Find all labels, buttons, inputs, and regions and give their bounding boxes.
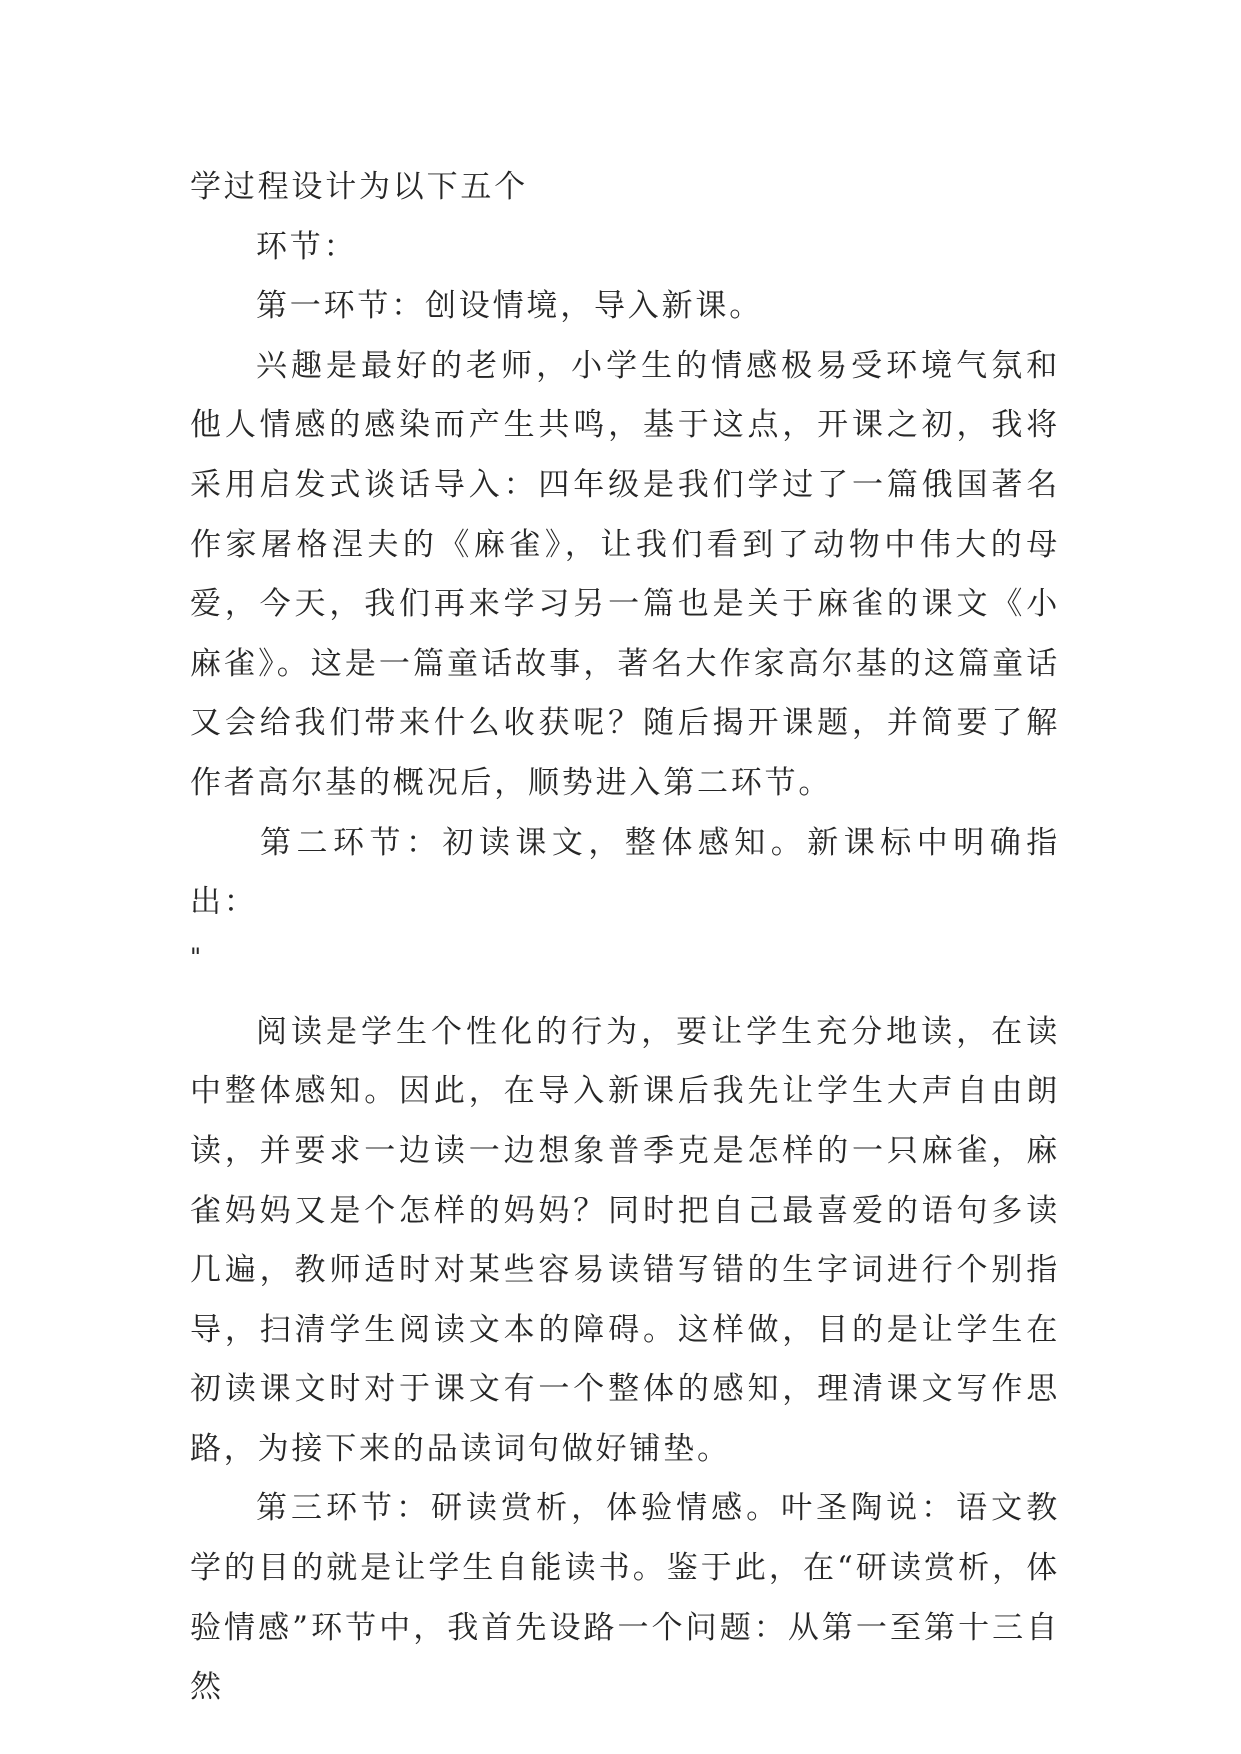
paragraph-step-three: 第三环节：研读赏析，体验情感。叶圣陶说：语文教学的目的就是让学生自能读书。鉴于此，在“研读赏析，体验情感”环节中，我首先设路一个问题：从第一至第十三自然 xyxy=(190,1490,1060,1706)
paragraph-lesson-intro-fragment: 学过程设计为以下五个 xyxy=(190,169,528,205)
stray-quote-mark: " xyxy=(190,942,204,971)
document-body xyxy=(190,158,1060,1718)
paragraph-step-two-title: 第二环节：初读课文，整体感知。新课标中明确指出： xyxy=(190,824,1060,921)
paragraph-step-one-title: 第一环节：创设情境，导入新课。 xyxy=(256,288,763,325)
paragraph-steps-heading: 环节： xyxy=(256,228,358,265)
paragraph-step-one-body: 兴趣是最好的老师，小学生的情感极易受环境气氛和他人情感的感染而产生共鸣，基于这点，开课之初，我将采用启发式谈话导入：四年级是我们学过了一篇俄国著名作家屠格涅夫的《麻雀》，让我们看到了动物中伟大的母爱，今天，我们再来学习另一篇也是关于麻雀的课文《小麻雀》。这是一篇童话故事，著名大作家高尔基的这篇童话又会给我们带来什么收获呢？随后揭开课题，并简要了解作者高尔基的概况后，顺势进入第二环节。 xyxy=(190,347,1060,801)
paragraph-step-two-body: 阅读是学生个性化的行为，要让学生充分地读，在读中整体感知。因此，在导入新课后我先让学生大声自由朗读，并要求一边读一边想象普季克是怎样的一只麻雀，麻雀妈妈又是个怎样的妈妈？同时把自己最喜爱的语句多读几遍，教师适时对某些容易读错写错的生字词进行个别指导，扫清学生阅读文本的障碍。这样做，目的是让学生在初读课文时对于课文有一个整体的感知，理清课文写作思路，为接下来的品读词句做好铺垫。 xyxy=(190,1013,1060,1467)
